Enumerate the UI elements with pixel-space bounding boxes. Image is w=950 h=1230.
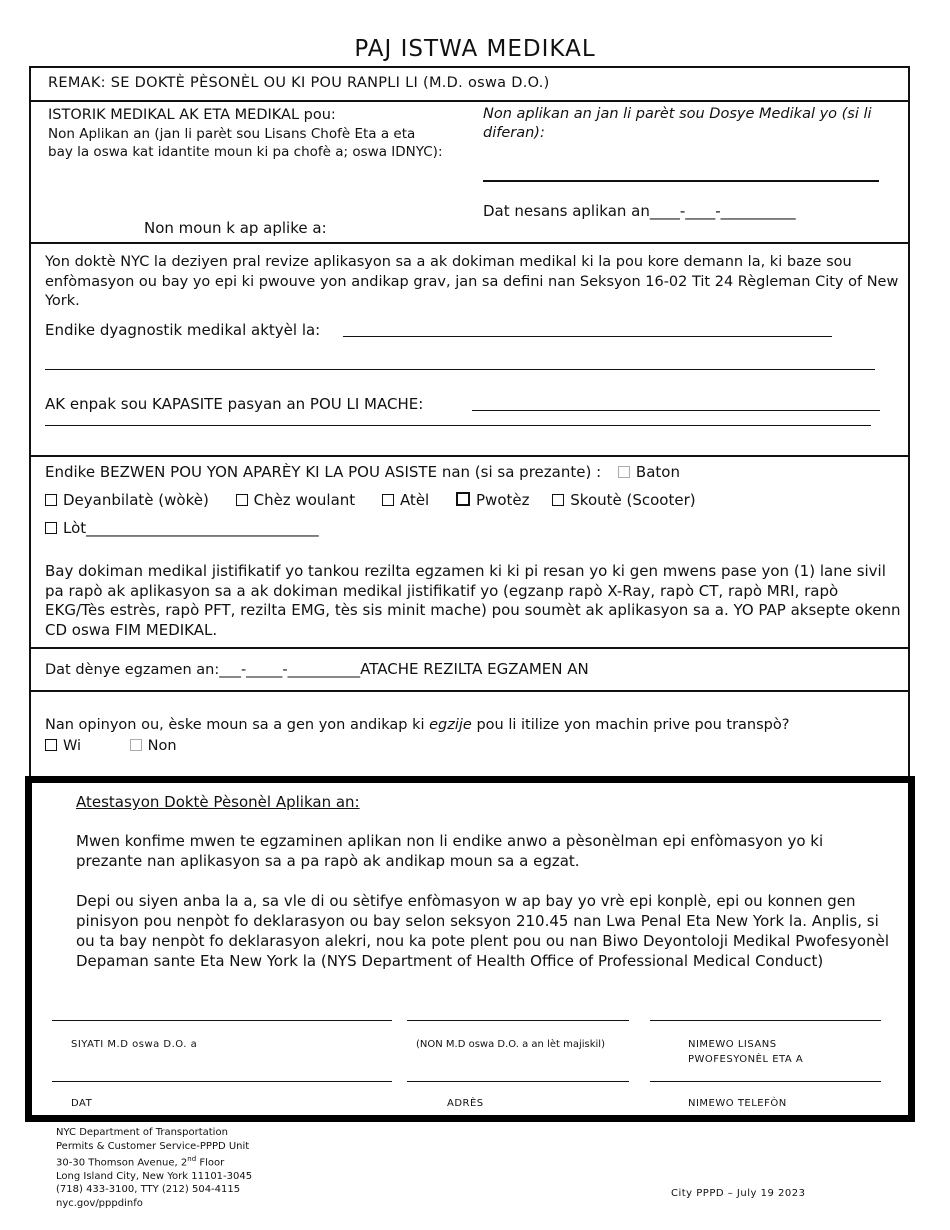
phone-field[interactable] [650, 1081, 881, 1082]
question-text-end: pou li itilize yon machin prive pou transpò? [471, 717, 790, 733]
review-intro: Yon doktè NYC la deziyen pral revize aplikasyon sa a ak dokiman medikal ki la pou kore demann la, ki baze sou enfòmasyon ou bay yo epi ki pwouve yon andikap grav, jan sa defini nan Seksyon 16-02 Tit 24 Règleman City of New York. [45, 254, 899, 309]
checkbox-icon[interactable] [45, 739, 57, 751]
checkbox-icon[interactable] [45, 522, 57, 534]
footer-line: Long Island City, New York 11101-3045 [56, 1170, 253, 1182]
phone-label: NIMEWO TELEFÒN [688, 1098, 787, 1109]
history-right-note: Non aplikan an jan li parèt sou Dosye Medikal yo (si li diferan): [483, 106, 872, 141]
footer-line: NYC Department of Transportation [56, 1127, 228, 1138]
footer-sup: nd [187, 1155, 197, 1163]
option-label: Skoutè (Scooter) [570, 491, 696, 509]
records-name-field[interactable] [483, 180, 879, 182]
option-cane[interactable] [618, 463, 680, 481]
attestation-para-1: Mwen konfime mwen te egzaminen aplikan non li endike anwo a pèsonèlman epi enfòmasyon yo ki prezante nan aplikasyon sa a pa rapò ak andikap moun sa a egzat. [76, 832, 824, 870]
device-prompt-row [45, 462, 680, 482]
remark-box [29, 66, 910, 102]
option-other[interactable] [45, 518, 319, 538]
device-prompt: Endike BEZWEN POU YON APARÈY KI LA POU ASISTE nan (si sa prezante) : [45, 463, 602, 481]
address-label: ADRÈS [447, 1098, 484, 1109]
footer-line: Permits & Customer Service-PPPD Unit [56, 1140, 250, 1152]
footer-link[interactable]: nyc.gov/pppdinfo [56, 1197, 143, 1209]
checkbox-icon[interactable] [130, 739, 142, 751]
option-label: Pwotèz [476, 491, 530, 509]
review-box [29, 242, 910, 457]
form-version: City PPPD – July 19 2023 [671, 1188, 806, 1199]
footer-text: Floor [196, 1157, 225, 1169]
exam-row [45, 660, 589, 680]
option-label: Atèl [399, 491, 430, 509]
license-number-field[interactable] [650, 1020, 881, 1021]
supporting-docs-note: Bay dokiman medikal jistifikatif yo tankou rezilta egzamen ki ki pi resan yo ki gen mwens pase yon (1) lane sivil pa rapò ak aplikasyon sa a ak dokiman medikal jistifikatif yo (egzanp rapò X-Ray, rapò CT, rapò MRI, rapò EKG/Tès estrès, rapò PFT, rezilta EMG, tès sis minit mache) pou soumèt ak aplikasyon sa a. YO PAP aksepte okenn CD oswa FIM MEDIKAL. [45, 562, 901, 639]
impact-field[interactable] [472, 410, 880, 411]
option-label: Baton [635, 463, 680, 481]
option-scooter[interactable] [552, 491, 695, 509]
medical-history-box [29, 100, 910, 244]
checkbox-icon[interactable] [382, 494, 394, 506]
question-emphasis: egzije [429, 717, 472, 733]
opinion-box [29, 690, 910, 780]
option-label: Chèz woulant [253, 491, 356, 509]
date-label: DAT [71, 1098, 93, 1109]
signature-field[interactable] [52, 1020, 392, 1021]
impact-label: AK enpak sou KAPASITE pasyan an POU LI MACHE: [45, 395, 424, 413]
answer-label: Non [147, 738, 177, 754]
answer-yes[interactable] [45, 738, 81, 754]
checkbox-icon[interactable] [45, 494, 57, 506]
checkbox-icon[interactable] [618, 466, 630, 478]
option-walker[interactable] [45, 491, 209, 509]
printed-name-label: (NON M.D oswa D.O. a an lèt majiskil) [416, 1039, 605, 1050]
attestation-box [25, 776, 915, 1122]
license-label-line-2: PWOFESYONÈL ETA A [688, 1054, 804, 1065]
attestation-para-2: Depi ou siyen anba la a, sa vle di ou sètifye enfòmasyon w ap bay yo vrè epi konplè, epi ou konnen gen pinisyon pou nenpòt fo deklarasyon ou bay selon seksyon 210.45 nan Lwa Penal Eta New York la. Anplis, si ou ta bay nenpòt fo deklarasyon alekri, nou ka pote plent pou ou nan Biwo Deyontoloji Medikal Pwofesyonèl Depaman sante Eta New York la (NYS Department of Health Office of Professional Medical Conduct) [76, 892, 890, 970]
answer-no[interactable] [130, 738, 177, 754]
printed-name-field[interactable] [407, 1020, 629, 1021]
page-title: PAJ ISTWA MEDIKAL [354, 36, 596, 62]
footer-text: 30-30 Thomson Avenue, 2 [56, 1157, 188, 1169]
impact-field-line-2[interactable] [45, 425, 871, 426]
checkbox-icon[interactable] [456, 492, 470, 506]
diagnosis-field[interactable] [343, 336, 832, 337]
option-wheelchair[interactable] [236, 491, 356, 509]
license-label-line-1: NIMEWO LISANS [688, 1039, 777, 1050]
history-left-note: Non Aplikan an (jan li parèt sou Lisans Chofè Eta a eta bay la oswa kat idantite moun ki pa chofè a; oswa IDNYC): [48, 126, 443, 160]
diagnosis-label: Endike dyagnostik medikal aktyèl la: [45, 321, 321, 339]
diagnosis-field-line-2[interactable] [45, 369, 875, 370]
checkbox-icon[interactable] [552, 494, 564, 506]
answer-label: Wi [63, 738, 82, 754]
opinion-question [45, 716, 789, 735]
attach-results-note: ATACHE REZILTA EGZAMEN AN [360, 660, 589, 678]
opinion-answers [45, 737, 177, 756]
footer-line: (718) 433-3100, TTY (212) 504-4115 [56, 1184, 241, 1196]
other-field[interactable]: Lòt_______________________________ [63, 519, 319, 537]
question-text: Nan opinyon ou, èske moun sa a gen yon andikap ki [45, 717, 430, 733]
signature-label: SIYATI M.D oswa D.O. a [71, 1039, 198, 1050]
option-prosthesis[interactable] [456, 491, 529, 509]
date-field[interactable] [52, 1081, 392, 1082]
device-options-row [45, 490, 696, 510]
option-brace[interactable] [382, 491, 429, 509]
history-heading: ISTORIK MEDIKAL AK ETA MEDIKAL pou: [48, 107, 336, 123]
address-field[interactable] [407, 1081, 629, 1082]
footer-address [56, 1126, 252, 1210]
checkbox-icon[interactable] [236, 494, 248, 506]
exam-box [29, 647, 910, 692]
remark-text: REMAK: SE DOKTÈ PÈSONÈL OU KI POU RANPLI LI (M.D. oswa D.O.) [48, 75, 550, 91]
attestation-heading: Atestasyon Doktè Pèsonèl Aplikan an: [76, 793, 360, 811]
exam-date-field[interactable]: Dat dènye egzamen an:___-_____-__________ [45, 662, 361, 678]
option-label: Deyanbilatè (wòkè) [63, 491, 209, 509]
devices-box [29, 455, 910, 649]
applicant-name-label: Non moun k ap aplike a: [144, 219, 327, 237]
dob-field[interactable]: Dat nesans aplikan an____-____-__________ [483, 202, 796, 220]
footer-line [56, 1153, 252, 1170]
